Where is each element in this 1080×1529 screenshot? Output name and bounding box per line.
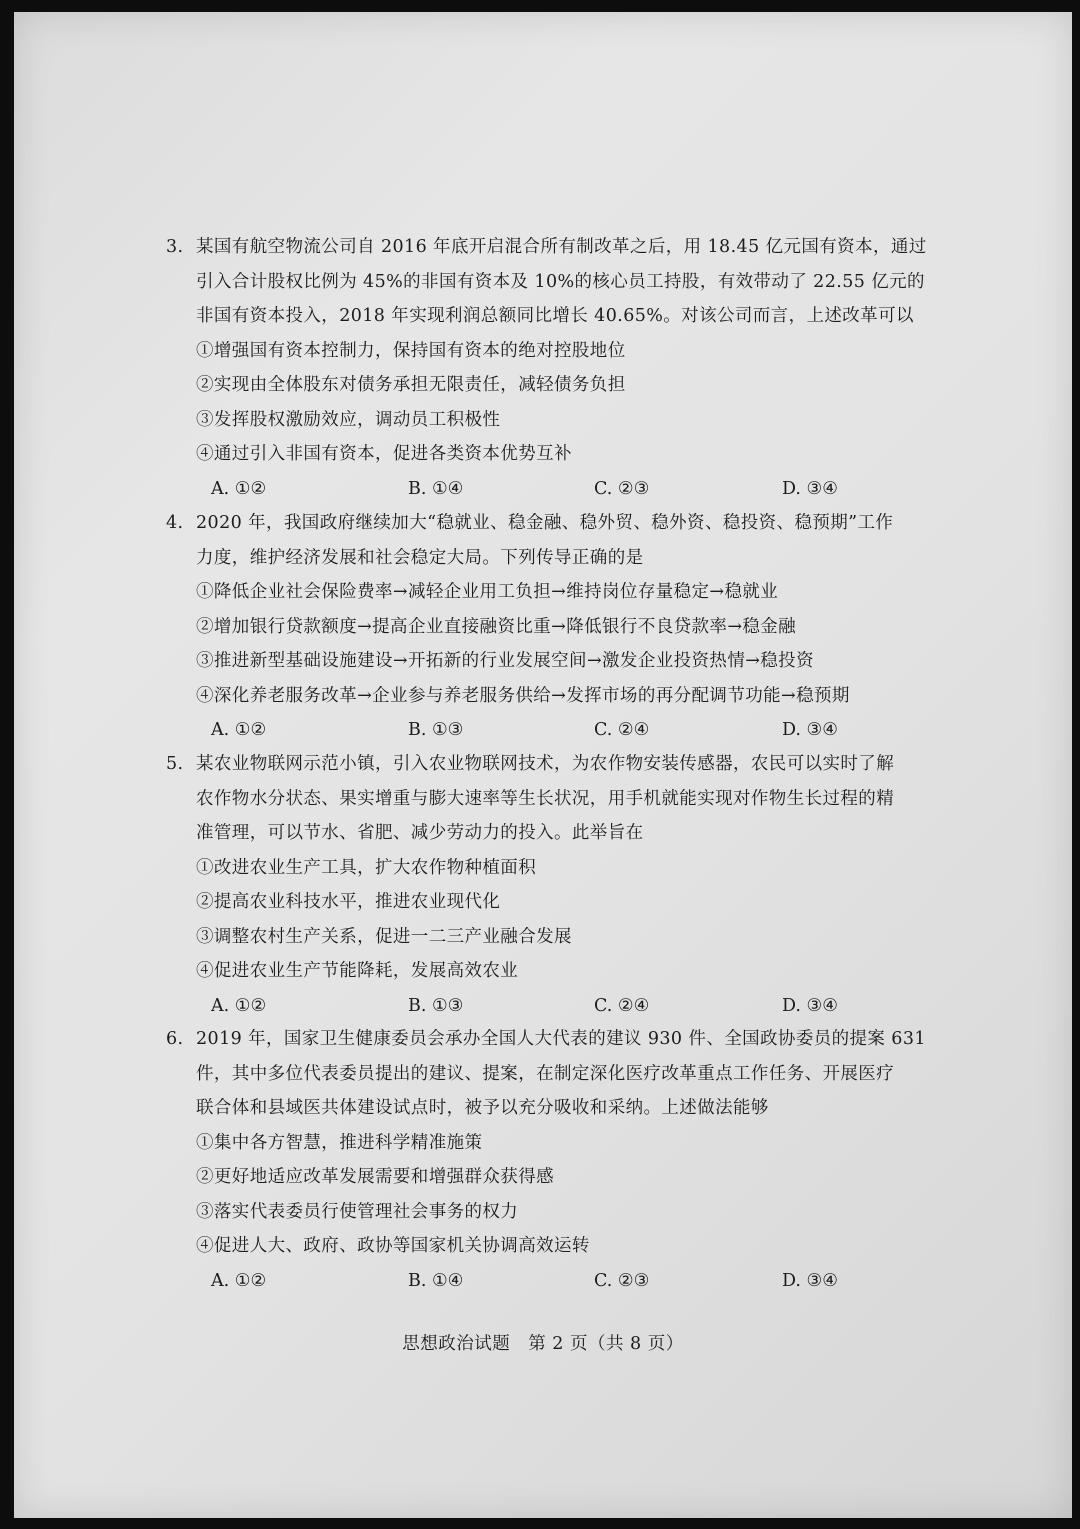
statement-option — [166, 1160, 956, 1195]
statement-option — [166, 679, 956, 714]
question-stem-text: 非国有资本投入，2018 年实现利润总额同比增长 40.65%。对该公司而言，上述改革可以 — [196, 306, 914, 326]
question-stem-text: 2019 年，国家卫生健康委员会承办全国人大代表的建议 930 件、全国政协委员的提案 631 — [196, 1029, 926, 1049]
statement-text: ②提高农业科技水平，推进农业现代化 — [196, 892, 501, 912]
statement-option — [166, 610, 956, 645]
exam-page-content — [14, 12, 1072, 1518]
question-4 — [166, 506, 956, 748]
statement-text: ④促进人大、政府、政协等国家机关协调高效运转 — [196, 1236, 590, 1256]
question-3 — [166, 230, 956, 506]
choice-b: B. ①③ — [408, 995, 464, 1016]
question-number: 3. — [166, 237, 184, 257]
statement-option — [166, 920, 956, 955]
question-6 — [166, 1022, 956, 1298]
statement-option — [166, 885, 956, 920]
question-stem-text: 农作物水分状态、果实增重与膨大速率等生长状况，用手机就能实现对作物生长过程的精 — [196, 788, 895, 809]
statement-text: ③落实代表委员行使管理社会事务的权力 — [196, 1201, 519, 1222]
question-stem-line — [166, 541, 956, 576]
question-stem-line — [166, 816, 956, 851]
question-stem-line — [166, 1057, 956, 1092]
choice-d: D. ③④ — [782, 1270, 838, 1291]
statement-option — [166, 644, 956, 679]
choice-b: B. ①④ — [408, 478, 464, 499]
choice-c: C. ②④ — [594, 720, 650, 740]
statement-text: ④通过引入非国有资本，促进各类资本优势互补 — [196, 444, 572, 464]
answer-choices — [166, 1264, 956, 1299]
statement-option — [166, 851, 956, 886]
statement-option — [166, 1195, 956, 1230]
choice-c: C. ②③ — [594, 1270, 650, 1291]
statement-text: ③调整农村生产关系，促进一二三产业融合发展 — [196, 926, 572, 947]
question-stem-line — [166, 1022, 956, 1057]
choice-b: B. ①④ — [408, 1270, 464, 1291]
statement-text: ②更好地适应改革发展需要和增强群众获得感 — [196, 1167, 554, 1187]
question-stem-line — [166, 1091, 956, 1126]
choice-a: A. ①② — [211, 720, 267, 740]
statement-text: ②增加银行贷款额度→提高企业直接融资比重→降低银行不良贷款率→稳金融 — [196, 616, 797, 637]
statement-text: ③推进新型基础设施建设→开拓新的行业发展空间→激发企业投资热情→稳投资 — [196, 651, 814, 671]
page-footer: 思想政治试题 第 2 页（共 8 页） — [402, 1334, 684, 1354]
question-stem-line — [166, 265, 956, 300]
choice-d: D. ③④ — [782, 478, 838, 499]
choice-d: D. ③④ — [782, 720, 838, 740]
statement-text: ①增强国有资本控制力，保持国有资本的绝对控股地位 — [196, 340, 626, 361]
statement-text: ④促进农业生产节能降耗，发展高效农业 — [196, 961, 519, 981]
question-stem-line — [166, 299, 956, 334]
statement-option — [166, 437, 956, 472]
statement-option — [166, 334, 956, 369]
statement-option — [166, 1126, 956, 1161]
exam-paper-sheet — [14, 12, 1072, 1518]
statement-text: ②实现由全体股东对债务承担无限责任，减轻债务负担 — [196, 375, 626, 395]
statement-text: ①改进农业生产工具，扩大农作物种植面积 — [196, 857, 537, 878]
question-number: 5. — [166, 754, 184, 774]
question-stem-line — [166, 506, 956, 541]
question-stem-text: 联合体和县域医共体建设试点时，被予以充分吸收和采纳。上述做法能够 — [196, 1098, 769, 1118]
question-stem-text: 某农业物联网示范小镇，引入农业物联网技术，为农作物安装传感器，农民可以实时了解 — [196, 754, 895, 774]
answer-choices — [166, 989, 956, 1024]
question-stem-line — [166, 230, 956, 265]
statement-option — [166, 1229, 956, 1264]
question-stem-text: 准管理，可以节水、省肥、减少劳动力的投入。此举旨在 — [196, 823, 644, 843]
question-5 — [166, 747, 956, 1023]
question-stem-text: 引入合计股权比例为 45%的非国有资本及 10%的核心员工持股，有效带动了 22.55 亿元的 — [196, 271, 925, 292]
choice-a: A. ①② — [211, 478, 267, 499]
statement-text: ①降低企业社会保险费率→减轻企业用工负担→维持岗位存量稳定→稳就业 — [196, 582, 779, 602]
question-stem-text: 件，其中多位代表委员提出的建议、提案，在制定深化医疗改革重点工作任务、开展医疗 — [196, 1063, 895, 1084]
choice-b: B. ①③ — [408, 720, 464, 740]
statement-option — [166, 368, 956, 403]
choice-a: A. ①② — [211, 1270, 267, 1291]
choice-d: D. ③④ — [782, 995, 838, 1016]
statement-text: ①集中各方智慧，推进科学精准施策 — [196, 1132, 483, 1153]
choice-c: C. ②④ — [594, 995, 650, 1016]
answer-choices — [166, 713, 956, 748]
question-stem-text: 某国有航空物流公司自 2016 年底开启混合所有制改革之后，用 18.45 亿元国有资本，通过 — [196, 237, 927, 257]
statement-option — [166, 403, 956, 438]
question-stem-text: 力度，维护经济发展和社会稳定大局。下列传导正确的是 — [196, 547, 644, 568]
choice-c: C. ②③ — [594, 478, 650, 499]
question-stem-text: 2020 年，我国政府继续加大“稳就业、稳金融、稳外贸、稳外资、稳投资、稳预期”工作 — [196, 513, 894, 533]
statement-option — [166, 954, 956, 989]
question-stem-line — [166, 747, 956, 782]
question-number: 4. — [166, 513, 184, 533]
statement-option — [166, 575, 956, 610]
statement-text: ③发挥股权激励效应，调动员工积极性 — [196, 409, 501, 430]
question-number: 6. — [166, 1029, 184, 1049]
answer-choices — [166, 472, 956, 507]
choice-a: A. ①② — [211, 995, 267, 1016]
statement-text: ④深化养老服务改革→企业参与养老服务供给→发挥市场的再分配调节功能→稳预期 — [196, 685, 850, 706]
question-stem-line — [166, 782, 956, 817]
